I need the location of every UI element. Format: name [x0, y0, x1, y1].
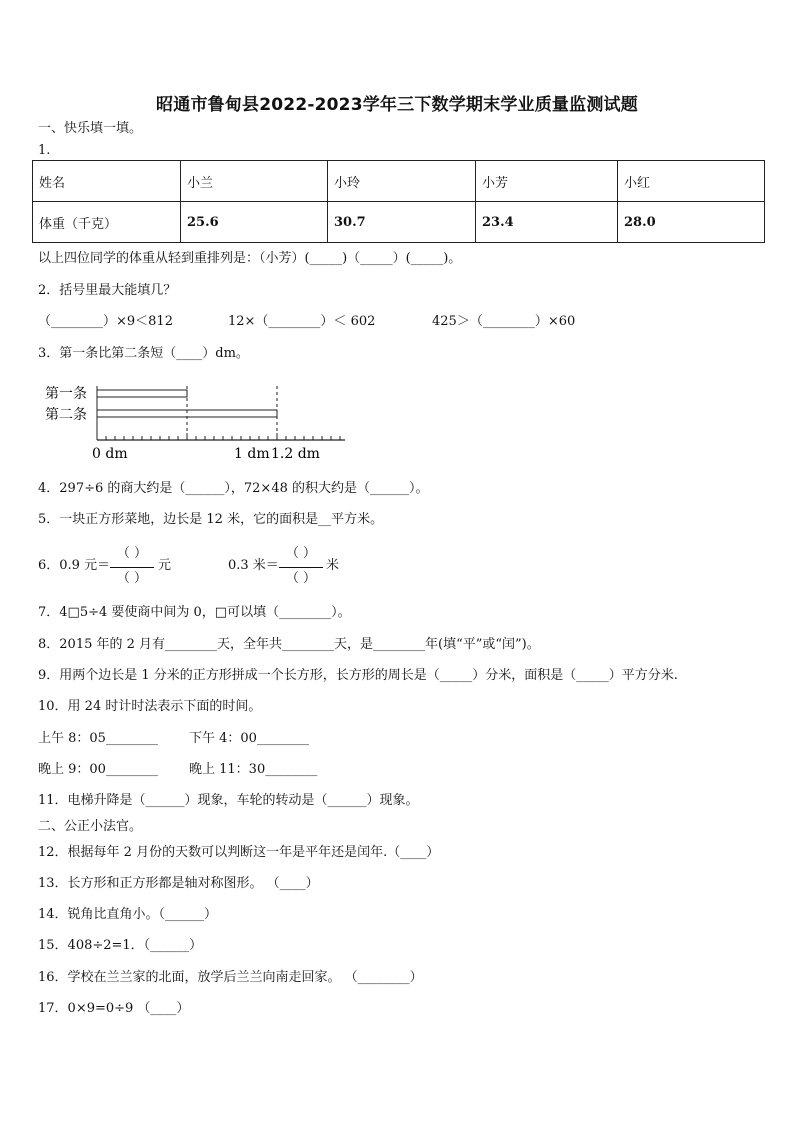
question-15: 15．408÷2=1．（______） [38, 938, 203, 953]
question-16: 16．学校在兰兰家的北面，放学后兰兰向南走回家。 （________） [38, 970, 423, 985]
table-cell: 小兰 [181, 161, 328, 202]
table-cell: 25.6 [181, 202, 328, 243]
question-1-number: 1. [38, 143, 51, 158]
fraction-blank-meter[interactable] [279, 546, 323, 592]
table-cell: 30.7 [328, 202, 476, 243]
ruler-label-1: 1 dm [234, 446, 270, 462]
table-cell: 体重（千克） [33, 202, 181, 243]
numerator-blank[interactable]: （ ） [116, 546, 148, 561]
line-comparison-diagram [38, 378, 358, 468]
section-1-heading: 一、快乐填一填。 [38, 121, 143, 136]
question-7: 7．4□5÷4 要使商中间为 0，□可以填（________）。 [38, 605, 351, 620]
ruler-label-0: 0 dm [92, 446, 128, 462]
question-5: 5．一块正方形菜地，边长是 12 米，它的面积是__平方米。 [38, 512, 384, 527]
question-9: 9．用两个边长是 1 分米的正方形拼成一个长方形，长方形的周长是（_____）分米，面积是（_____）平方分米. [38, 668, 678, 683]
fraction-bar [110, 567, 154, 568]
table-cell: 小玲 [328, 161, 476, 202]
weight-table [32, 160, 765, 243]
question-13: 13．长方形和正方形都是轴对称图形。 （____） [38, 876, 319, 891]
fraction-bar [279, 567, 323, 568]
first-line-bar [97, 390, 187, 397]
question-2-item-b[interactable]: 12×（________）＜ 602 [228, 314, 376, 329]
question-12: 12．根据每年 2 月份的天数可以判断这一年是平年还是闰年.（____） [38, 845, 440, 860]
table-cell: 姓名 [33, 161, 181, 202]
question-8: 8．2015 年的 2 月有________天，全年共________天，是________年(填“平”或“闰”)。 [38, 637, 540, 652]
denominator-blank[interactable]: （ ） [285, 571, 317, 586]
ruler-label-2: 1.2 dm [271, 446, 320, 462]
question-4: 4．297÷6 的商大约是（______），72×48 的积大约是（______）。 [38, 481, 429, 496]
question-11: 11．电梯升降是（______）现象，车轮的转动是（______）现象。 [38, 793, 419, 808]
table-cell: 小红 [618, 161, 765, 202]
unit-yuan: 元 [158, 558, 172, 573]
question-6-prefix-meter: 0.3 米＝ [228, 558, 279, 573]
table-row [33, 161, 765, 202]
table-cell: 28.0 [618, 202, 765, 243]
question-14: 14．锐角比直角小。（______） [38, 907, 218, 922]
table-cell: 小芳 [476, 161, 618, 202]
second-line-label: 第二条 [45, 407, 87, 423]
section-2-heading: 二、公正小法官。 [38, 819, 143, 834]
question-10-item-b[interactable]: 下午 4：00________ [189, 731, 309, 746]
first-line-label: 第一条 [45, 386, 87, 402]
fraction-blank-yuan[interactable] [110, 546, 154, 592]
question-10-text: 10．用 24 时计时法表示下面的时间。 [38, 699, 262, 714]
question-2-item-c[interactable]: 425＞（________）×60 [432, 314, 576, 329]
page-title: 昭通市鲁甸县2022-2023学年三下数学期末学业质量监测试题 [156, 95, 638, 115]
numerator-blank[interactable]: （ ） [285, 546, 317, 561]
question-2-text: 2．括号里最大能填几？ [38, 283, 177, 298]
question-1-text: 以上四位同学的体重从轻到重排列是：（小芳）(_____)（_____）(_____)。 [38, 251, 462, 266]
denominator-blank[interactable]: （ ） [116, 571, 148, 586]
ruler [97, 433, 345, 440]
question-3-text: 3．第一条比第二条短（____）dm。 [38, 346, 249, 361]
question-2-item-a[interactable]: （________）×9＜812 [38, 314, 173, 329]
question-6-prefix-yuan: 6．0.9 元＝ [38, 558, 111, 573]
question-10-item-a[interactable]: 上午 8：05________ [38, 731, 158, 746]
table-row [33, 202, 765, 243]
question-10-item-d[interactable]: 晚上 11：30________ [189, 762, 318, 777]
table-cell: 23.4 [476, 202, 618, 243]
question-17: 17．0×9=0÷9 （____） [38, 1001, 190, 1016]
question-10-item-c[interactable]: 晚上 9：00________ [38, 762, 158, 777]
unit-meter: 米 [326, 558, 340, 573]
